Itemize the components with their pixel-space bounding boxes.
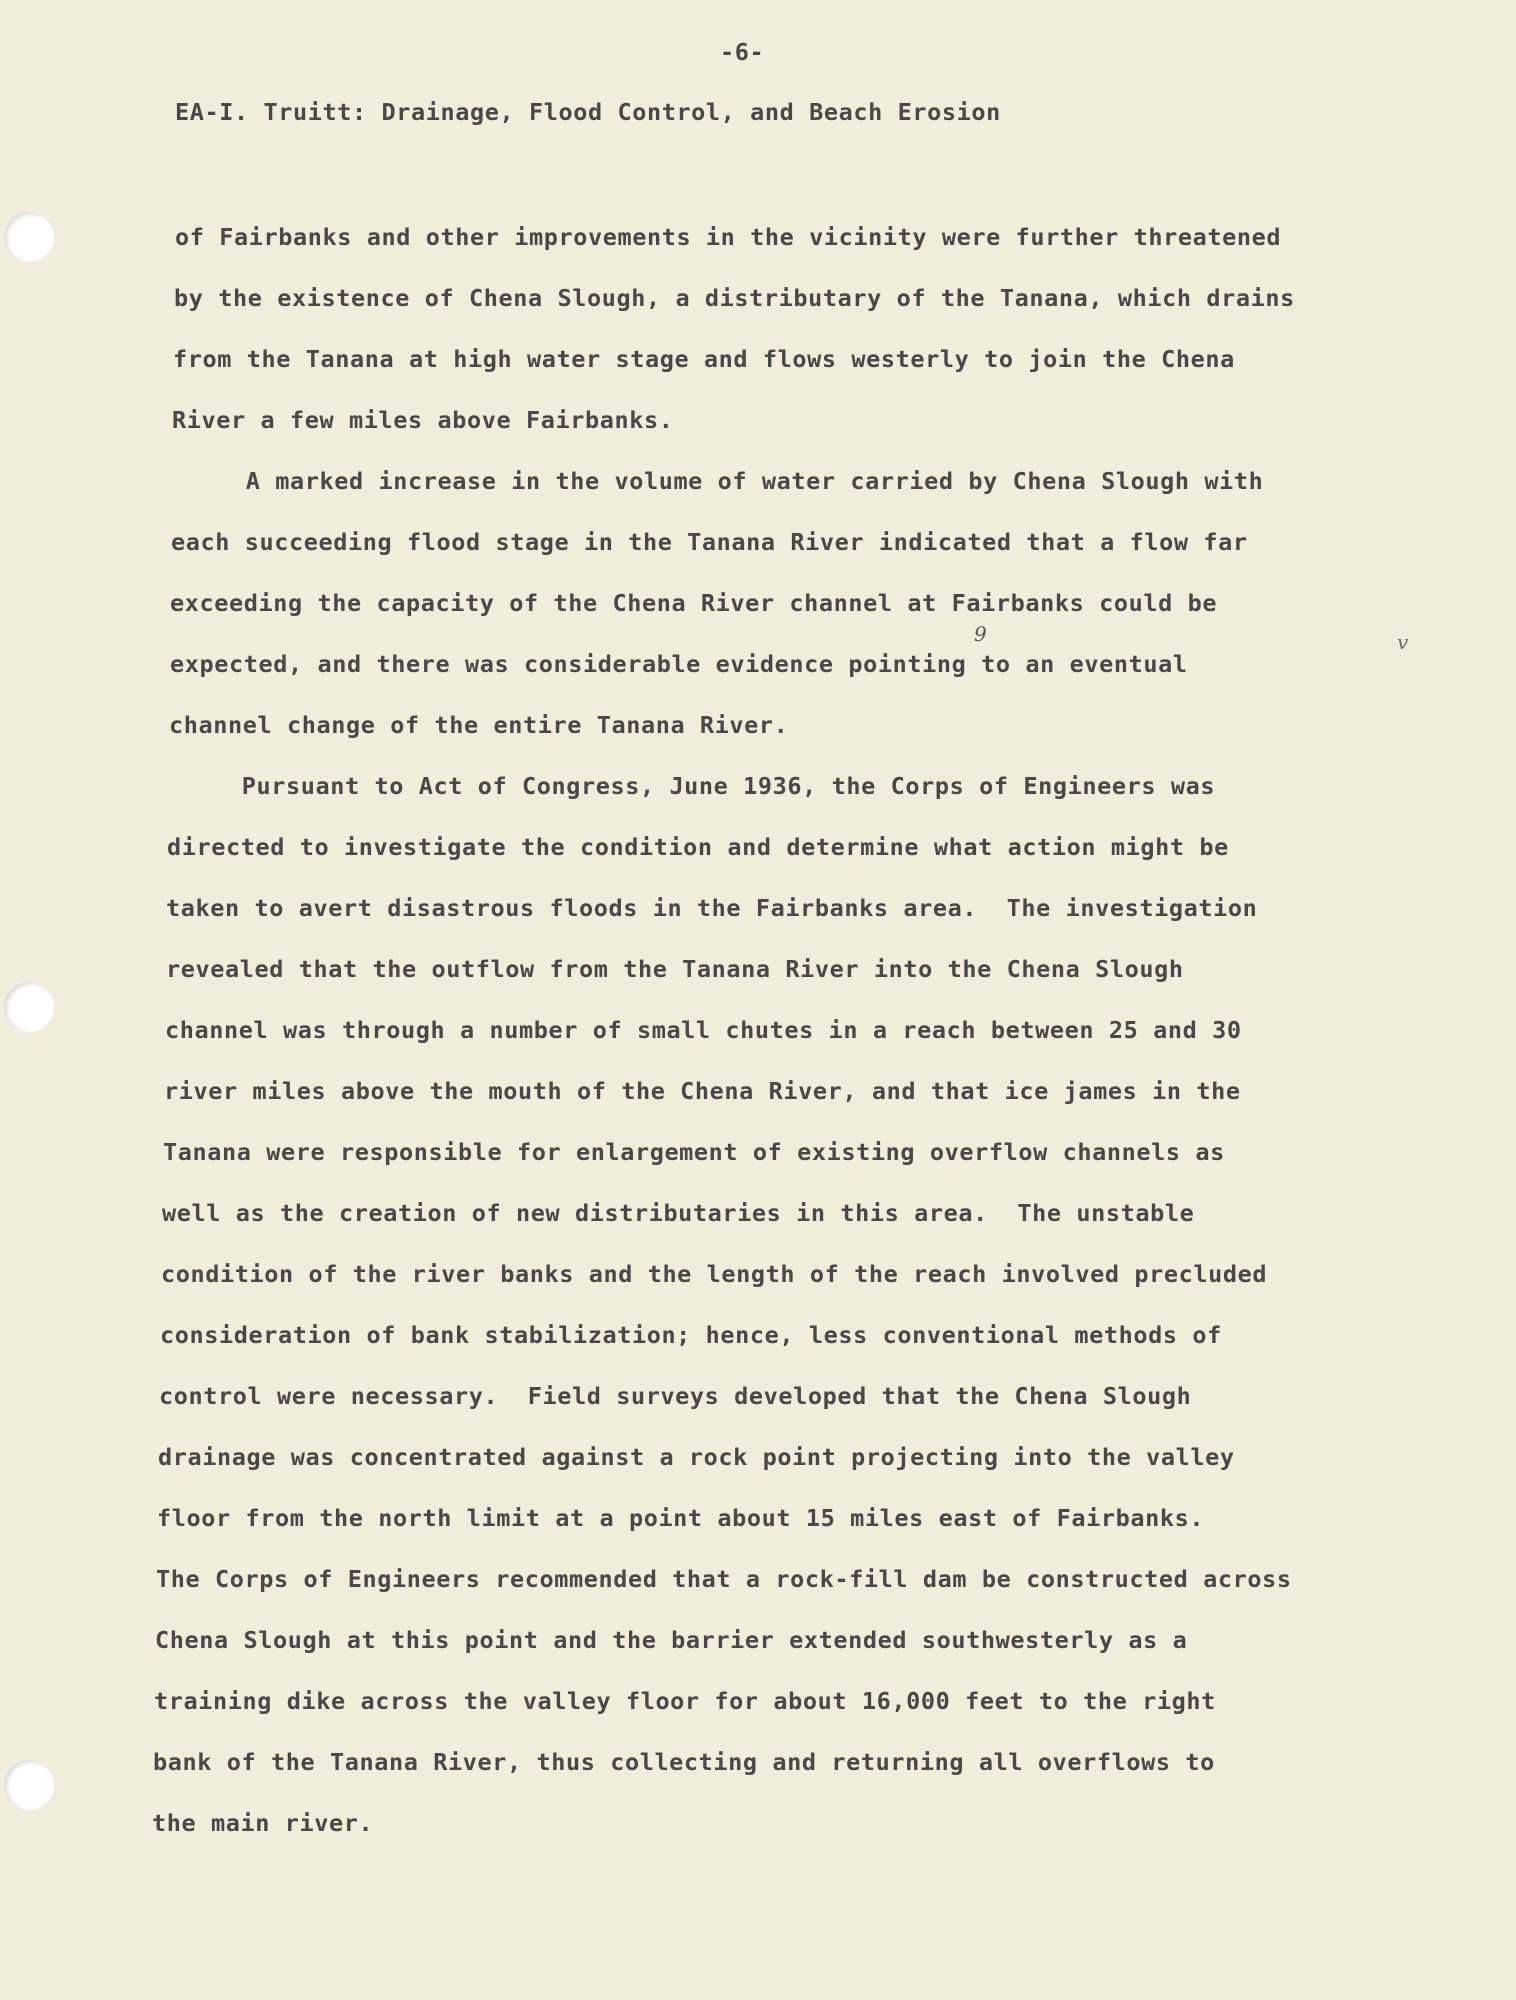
text-line: control were necessary. Field surveys developed that the Chena Slough xyxy=(159,1382,1192,1410)
text-line: condition of the river banks and the length of the reach involved precluded xyxy=(161,1260,1268,1288)
text-line: bank of the Tanana River, thus collecting and returning all overflows to xyxy=(153,1748,1215,1776)
text-line: expected, and there was considerable evidence pointing to an eventual xyxy=(170,650,1188,678)
text-line: floor from the north limit at a point about 15 miles east of Fairbanks. xyxy=(157,1504,1205,1532)
text-line: exceeding the capacity of the Chena River channel at Fairbanks could be xyxy=(170,589,1218,617)
text-line: revealed that the outflow from the Tanana River into the Chena Slough xyxy=(166,955,1184,983)
text-line: Chena Slough at this point and the barrier extended southwesterly as a xyxy=(155,1626,1188,1654)
document-header: EA-I. Truitt: Drainage, Flood Control, and Beach Erosion xyxy=(175,98,1001,126)
text-line: The Corps of Engineers recommended that a rock-fill dam be constructed across xyxy=(156,1565,1292,1593)
text-line: well as the creation of new distributaries in this area. The unstable xyxy=(162,1199,1195,1227)
text-line: of Fairbanks and other improvements in the vicinity were further threatened xyxy=(175,223,1282,251)
page-number: -6- xyxy=(720,38,765,66)
text-line: each succeeding flood stage in the Tanana River indicated that a flow far xyxy=(171,528,1248,556)
margin-check-mark: v xyxy=(1397,630,1409,654)
text-line: channel change of the entire Tanana River. xyxy=(169,711,789,739)
text-line: taken to avert disastrous floods in the Fairbanks area. The investigation xyxy=(166,894,1258,922)
text-line: the main river. xyxy=(152,1809,374,1837)
handwritten-correction: 9 xyxy=(974,622,987,646)
punch-hole xyxy=(4,212,54,262)
punch-hole xyxy=(4,982,54,1032)
text-line: directed to investigate the condition and determine what action might be xyxy=(167,833,1229,861)
text-line: from the Tanana at high water stage and flows westerly to join the Chena xyxy=(173,345,1235,373)
text-line: Tanana were responsible for enlargement of existing overflow channels as xyxy=(163,1138,1225,1166)
text-line: River a few miles above Fairbanks. xyxy=(172,406,674,434)
text-line: consideration of bank stabilization; hence, less conventional methods of xyxy=(160,1321,1222,1349)
punch-hole xyxy=(4,1760,54,1810)
text-line: Pursuant to Act of Congress, June 1936, the Corps of Engineers was xyxy=(168,772,1216,800)
text-line: A marked increase in the volume of water carried by Chena Slough with xyxy=(172,467,1264,495)
text-line: channel was through a number of small chutes in a reach between 25 and 30 xyxy=(165,1016,1242,1044)
text-line: training dike across the valley floor for about 16,000 feet to the right xyxy=(154,1687,1216,1715)
text-line: river miles above the mouth of the Chena River, and that ice james in the xyxy=(164,1077,1241,1105)
text-line: drainage was concentrated against a rock point projecting into the valley xyxy=(158,1443,1235,1471)
text-line: by the existence of Chena Slough, a distributary of the Tanana, which drains xyxy=(174,284,1295,312)
